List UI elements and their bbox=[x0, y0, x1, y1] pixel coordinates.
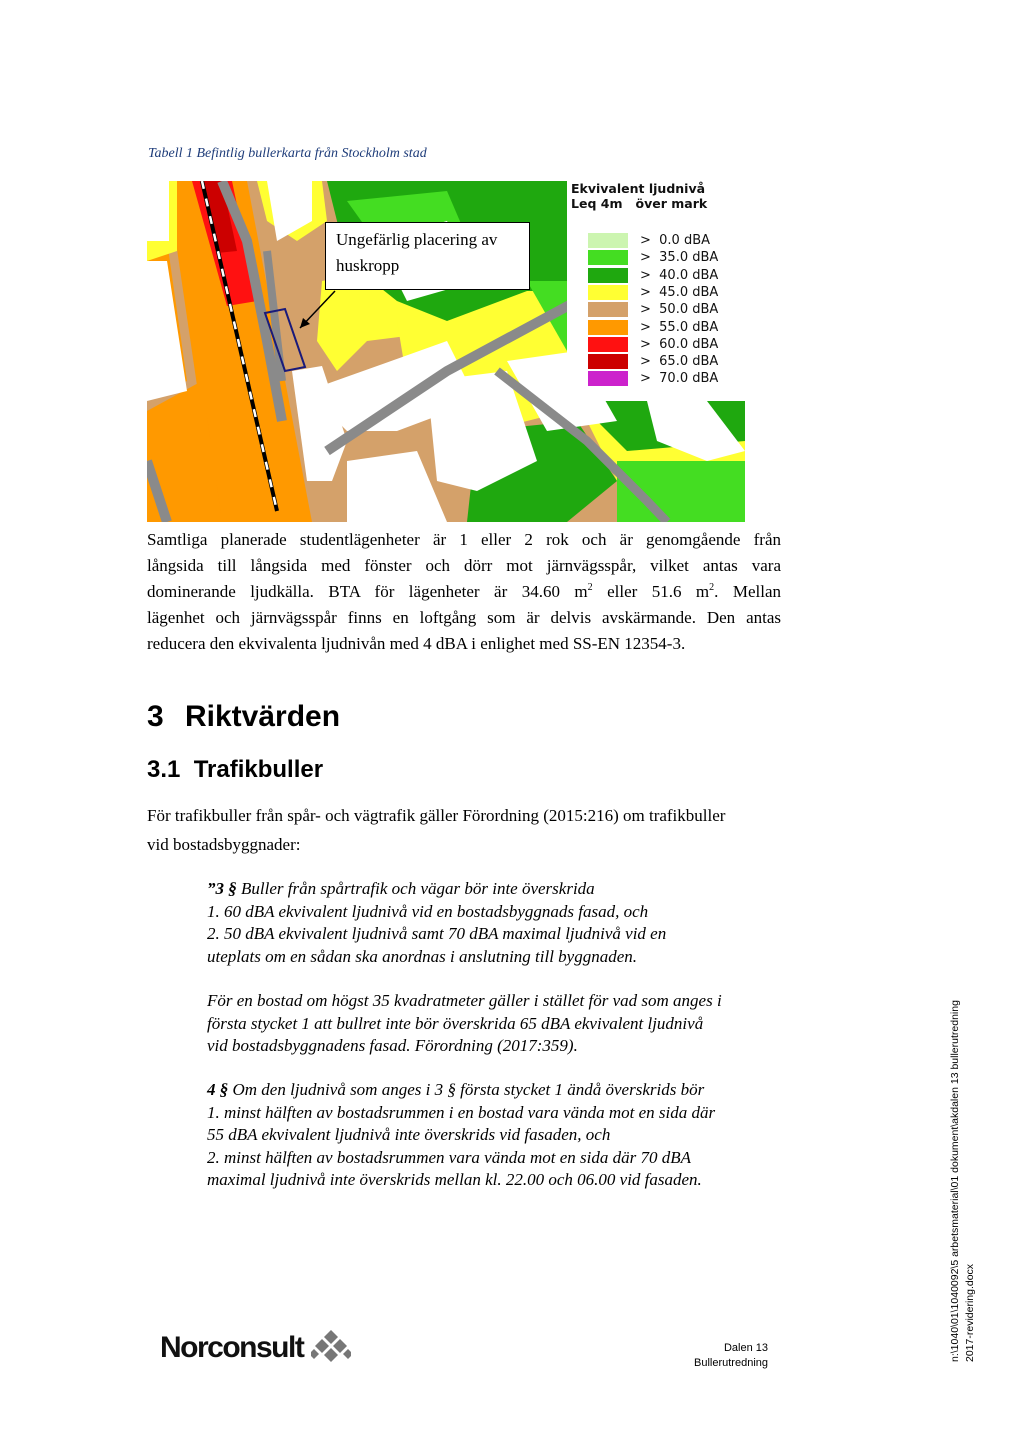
intro-paragraph bbox=[147, 801, 787, 859]
quote-line: 55 dBA ekvivalent ljudnivå inte överskrids vid fasaden, och bbox=[207, 1125, 611, 1144]
quote-line bbox=[207, 878, 787, 901]
legend-swatch bbox=[588, 337, 628, 352]
legend-swatch bbox=[588, 285, 628, 300]
quote-line: 1. 60 dBA ekvivalent ljudnivå vid en bostadsbyggnads fasad, och bbox=[207, 901, 649, 921]
body-paragraph bbox=[147, 527, 781, 657]
legend-item bbox=[588, 370, 718, 387]
quote-block-1 bbox=[207, 878, 787, 968]
file-path-vertical bbox=[948, 1002, 978, 1362]
legend bbox=[584, 232, 745, 390]
quote-text: Om den ljudnivå som anges i 3 § första stycket 1 ändå överskrids bör bbox=[228, 1080, 705, 1099]
quote-block-2 bbox=[207, 990, 787, 1058]
quote-lead: 4 § bbox=[207, 1080, 229, 1099]
paragraph-text: dominerande ljudkälla. BTA för lägenheter är 34.60 m bbox=[147, 582, 588, 601]
quote-lead: ”3 § bbox=[207, 879, 237, 898]
legend-title-line-2: Leq 4m över mark bbox=[571, 196, 708, 211]
legend-label: > 60.0 dBA bbox=[640, 336, 719, 352]
file-path-line: n:\1040\01\1040092\5 arbetsmaterial\01 dokument\akdalen 13 bullerutredning bbox=[949, 1000, 961, 1362]
placement-callout: Ungefärlig placering av huskropp bbox=[325, 222, 530, 290]
legend-swatch bbox=[588, 371, 628, 386]
paragraph-line bbox=[147, 579, 781, 605]
section-title: Riktvärden bbox=[185, 700, 341, 733]
norconsult-logo bbox=[160, 1329, 351, 1367]
page-label: Dalen 13 bbox=[723, 1342, 768, 1354]
quote-line: 2. minst hälften av bostadsrummen vara vända mot en sida där 70 dBA bbox=[207, 1147, 691, 1167]
intro-line: vid bostadsbyggnader: bbox=[147, 835, 301, 854]
quote-line bbox=[207, 1079, 787, 1102]
paragraph-line: lägenhet och järnvägsspår finns en loftgång som är delvis avskärmande. Den antas bbox=[147, 608, 781, 627]
quote-line: maximal ljudnivå inte överskrids mellan kl. 22.00 och 06.00 vid fasaden. bbox=[207, 1170, 702, 1189]
quote-line: För en bostad om högst 35 kvadratmeter gäller i stället för vad som anges i bbox=[207, 991, 722, 1010]
quote-line: vid bostadsbyggnadens fasad. Förordning (2017:359). bbox=[207, 1036, 578, 1055]
subsection-heading: 3.1 Trafikbuller bbox=[147, 756, 324, 783]
paragraph-line: reducera den ekvivalenta ljudnivån med 4 dBA i enlighet med SS-EN 12354-3. bbox=[147, 634, 686, 653]
legend-label: > 50.0 dBA bbox=[640, 302, 719, 318]
legend-item bbox=[588, 301, 718, 318]
superscript: 2 bbox=[587, 582, 593, 593]
legend-label: > 65.0 dBA bbox=[640, 354, 719, 370]
section-heading bbox=[147, 700, 340, 734]
quote-line: 1. minst hälften av bostadsrummen i en bostad vara vända mot en sida där bbox=[207, 1102, 716, 1122]
legend-label: > 35.0 dBA bbox=[640, 250, 719, 266]
paragraph-line: långsida till långsida med fönster och dörr mot järnvägsspår, vilket antas vara bbox=[147, 556, 781, 575]
legend-swatch bbox=[588, 354, 628, 369]
legend-item bbox=[588, 319, 718, 336]
legend-swatch bbox=[588, 302, 628, 317]
quote-line: uteplats om en sådan ska anordnas i anslutning till byggnaden. bbox=[207, 946, 638, 966]
legend-item bbox=[588, 267, 718, 284]
quote-line: första stycket 1 att bullret inte bör överskrida 65 dBA ekvivalent ljudnivå bbox=[207, 1013, 704, 1033]
legend-swatch bbox=[588, 250, 628, 265]
paragraph-text: . Mellan bbox=[714, 582, 782, 601]
legend-item bbox=[588, 249, 718, 266]
legend-swatch bbox=[588, 320, 628, 335]
legend-label: > 40.0 dBA bbox=[640, 267, 719, 283]
quote-line: 2. 50 dBA ekvivalent ljudnivå samt 70 dBA maximal ljudnivå vid en bbox=[207, 924, 667, 943]
legend-label: > 45.0 dBA bbox=[640, 284, 719, 300]
legend-swatch bbox=[588, 268, 628, 283]
legend-label: > 0.0 dBA bbox=[640, 233, 711, 248]
intro-line: För trafikbuller från spår- och vägtrafik gäller Förordning (2015:216) om trafikbuller bbox=[147, 806, 726, 825]
legend-title bbox=[571, 181, 707, 211]
paragraph-text: eller 51.6 m bbox=[592, 582, 710, 601]
legend-item bbox=[588, 336, 718, 353]
paragraph-line: Samtliga planerade studentlägenheter är 1 eller 2 rok och är genomgående från bbox=[147, 530, 781, 549]
legend-item bbox=[588, 284, 718, 301]
file-path-line: 2017-revidering.docx bbox=[964, 1263, 976, 1362]
logo-text: Norconsult bbox=[160, 1331, 304, 1364]
legend-item bbox=[588, 353, 718, 370]
diamond-logo-icon bbox=[311, 1329, 351, 1367]
legend-label: > 70.0 dBA bbox=[640, 371, 719, 387]
quote-block-3 bbox=[207, 1079, 787, 1192]
legend-swatch bbox=[588, 233, 628, 248]
legend-label: > 55.0 dBA bbox=[640, 319, 719, 335]
legend-item bbox=[588, 232, 710, 249]
table-caption: Tabell 1 Befintlig bullerkarta från Stockholm stad bbox=[148, 146, 427, 161]
document-label: Bullerutredning bbox=[694, 1357, 768, 1369]
legend-title-line-1: Ekvivalent ljudnivå bbox=[571, 181, 706, 196]
footer-page-info bbox=[690, 1341, 768, 1371]
superscript: 2 bbox=[709, 582, 715, 593]
quote-text: Buller från spårtrafik och vägar bör inte överskrida bbox=[236, 879, 595, 898]
section-number: 3 bbox=[147, 700, 164, 733]
